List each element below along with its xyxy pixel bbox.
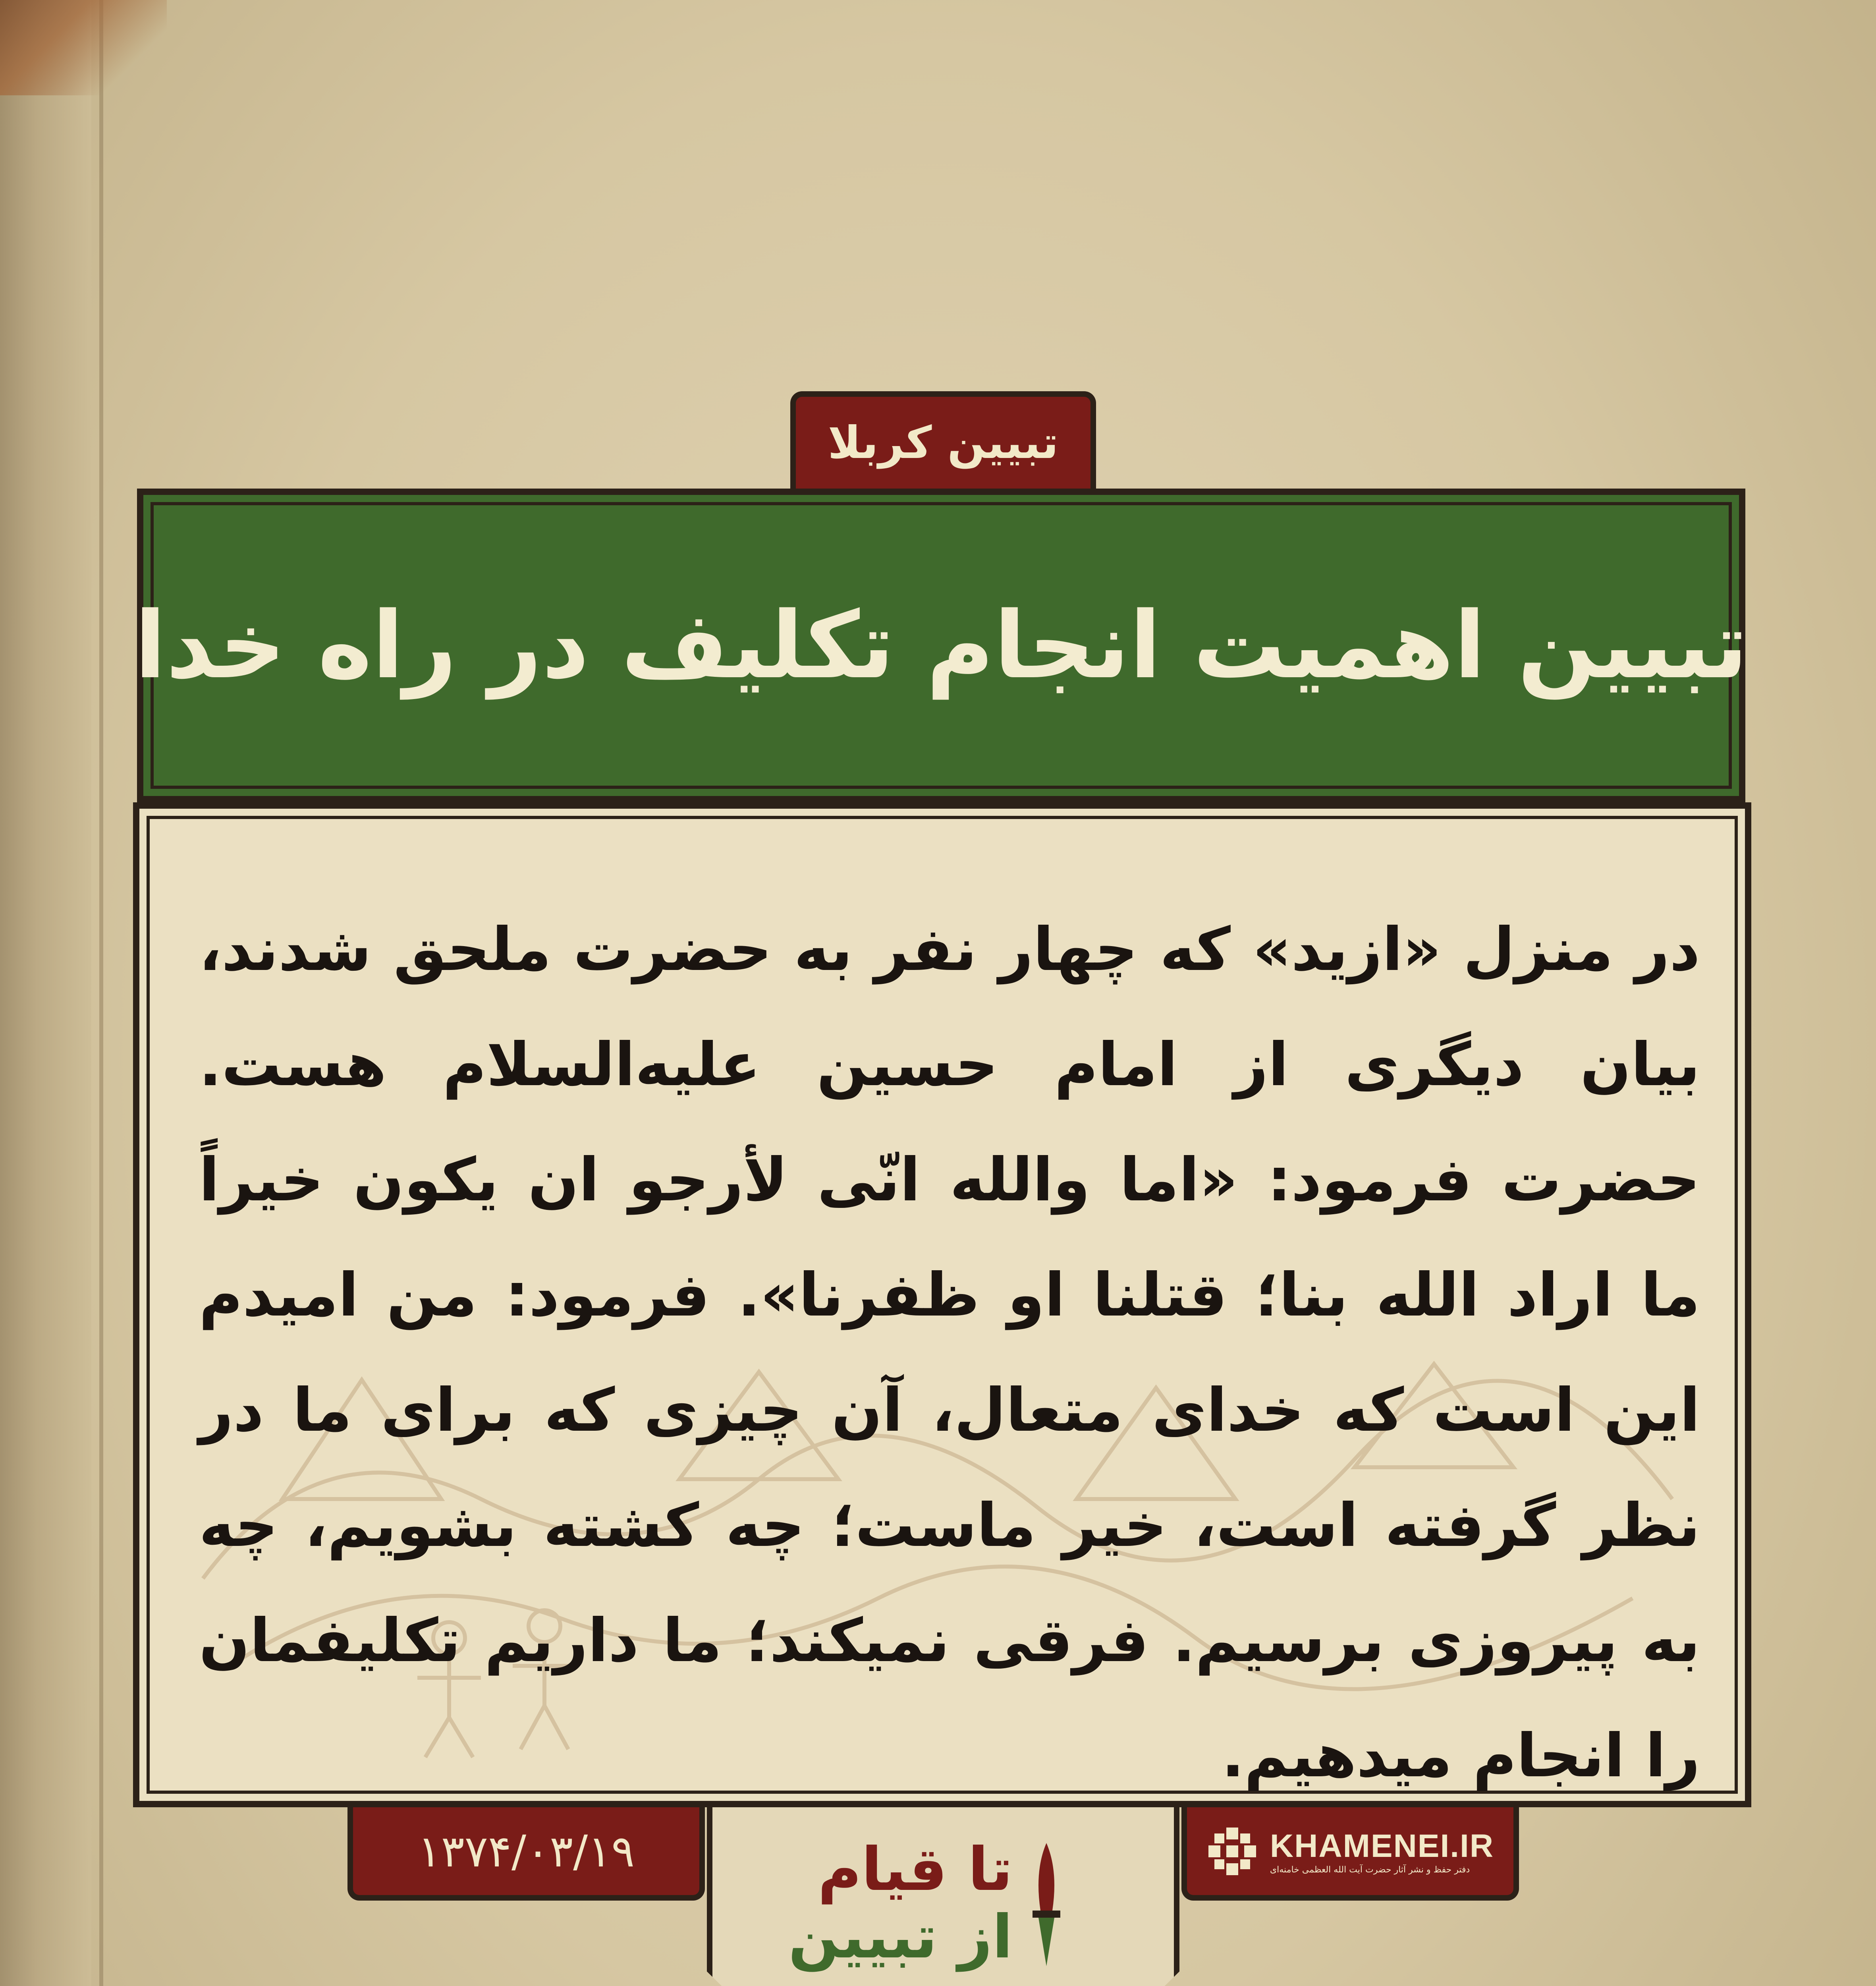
campaign-logo: [788, 1827, 1072, 1978]
quote-body: در منزل «ازید» که چهار نفر به حضرت ملحق شدند، بیان دیگری از امام حسین علیه‌السلام هست. حضرت فرمود: «اما والله انّی لأرجو ان یکون خیراً ما اراد الله بنا؛ قتلنا او ظفرنا». فرمود: من امیدم این است که خدای متعال، آن چیزی که برای ما در نظر گرفته است، خیر ماست؛ چه کشته بشویم، چه به پیروزی برسیم. فرقی نمیکند؛ ما داریم تکلیفمان را انجام میدهیم.: [199, 915, 1700, 1791]
site-name: KHAMENEI.IR: [1270, 1828, 1494, 1864]
category-label: تبیین کربلا: [828, 417, 1059, 469]
speech-date: ۱۳۷۴/۰۳/۱۹: [417, 1826, 635, 1877]
date-tab: [347, 1807, 705, 1901]
site-subtitle: دفتر حفظ و نشر آثار حضرت آیت الله العظمی خامنه‌ای: [1270, 1865, 1470, 1875]
category-tab: [790, 391, 1096, 489]
campaign-line1: تا قیام: [818, 1835, 1013, 1904]
page-title: تبیین اهمیت انجام تکلیف در راه خدا: [134, 592, 1748, 699]
worn-corner: [0, 0, 167, 95]
title-banner: [134, 489, 1748, 802]
site-tab[interactable]: [1181, 1807, 1519, 1901]
book-spine-edge: [0, 0, 91, 1986]
campaign-line2: از تبیین: [788, 1903, 1013, 1972]
book-spine-line: [99, 0, 103, 1986]
content-frame: [133, 802, 1751, 1807]
sword-pen-icon: [1021, 1839, 1072, 1970]
khamenei-logo-icon: [1206, 1826, 1258, 1877]
